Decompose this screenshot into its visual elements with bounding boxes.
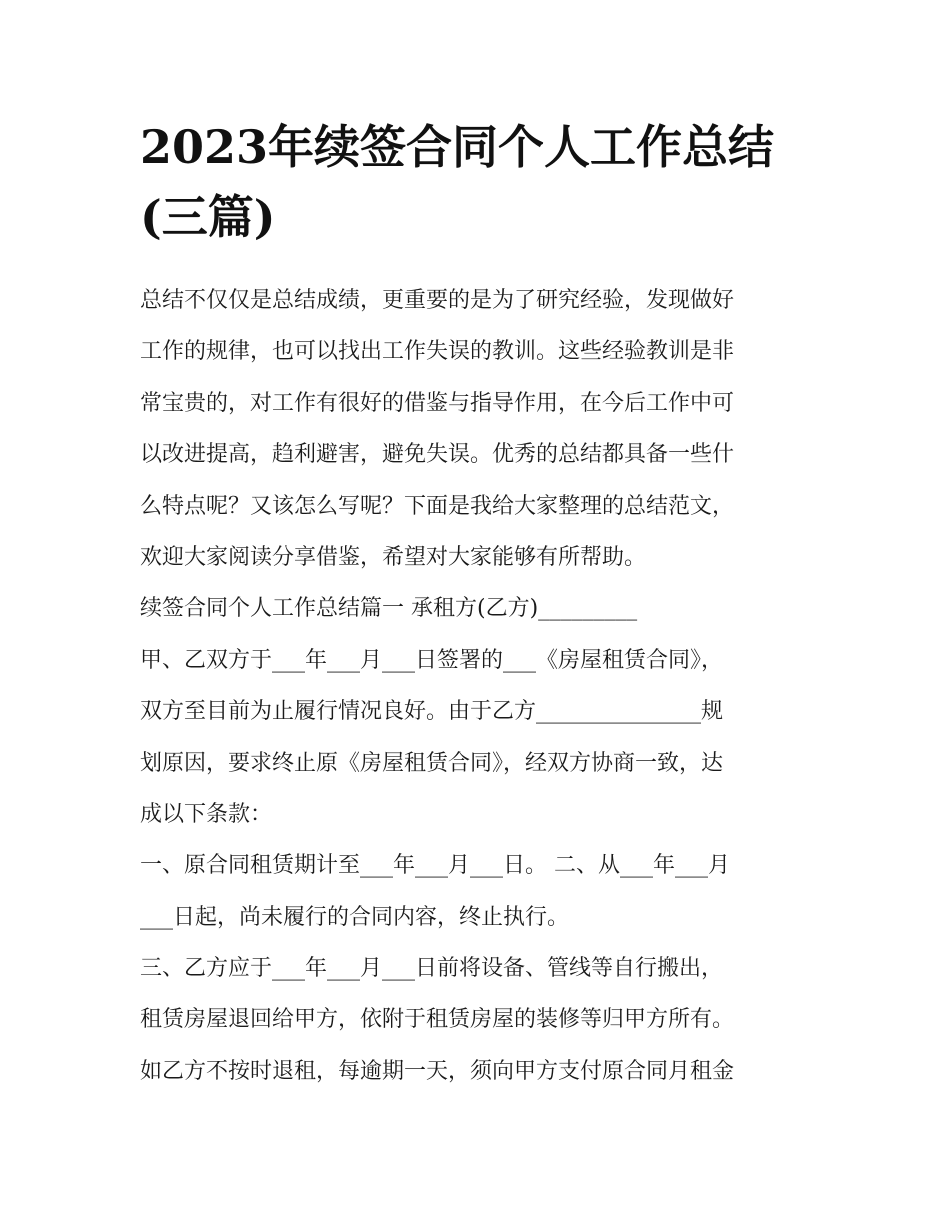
body-line: 划原因，要求终止原《房屋租赁合同》，经双方协商一致，达 <box>140 750 724 776</box>
body-line: 租赁房屋退回给甲方，依附于租赁房屋的装修等归甲方所有。 <box>140 1007 735 1033</box>
body-line: 以改进提高，趋利避害，避免失误。优秀的总结都具备一些什 <box>140 442 735 468</box>
document-title <box>140 112 840 252</box>
body-line: 常宝贵的，对工作有很好的借鉴与指导作用，在今后工作中可 <box>140 390 735 416</box>
body-line: 三、乙方应于___年___月___日前将设备、管线等自行搬出， <box>140 956 724 982</box>
body-line: 工作的规律，也可以找出工作失误的教训。这些经验教训是非 <box>140 339 735 365</box>
title-line-1: 2023年续签合同个人工作总结 <box>140 120 775 174</box>
body-line: 么特点呢？又该怎么写呢？下面是我给大家整理的总结范文， <box>140 493 735 519</box>
body-line: 总结不仅仅是总结成绩，更重要的是为了研究经验，发现做好 <box>140 288 735 313</box>
body-line: 甲、乙双方于___年___月___日签署的___《房屋租赁合同》， <box>140 647 724 673</box>
body-line: 如乙方不按时退租，每逾期一天，须向甲方支付原合同月租金 <box>140 1058 735 1084</box>
body-line: 一、原合同租赁期计至___年___月___日。 二、从___年___月 <box>140 853 730 879</box>
document-body <box>140 275 840 1097</box>
section-heading-line: 续签合同个人工作总结篇一 承租方(乙方)_________ <box>140 596 638 622</box>
body-line: 欢迎大家阅读分享借鉴，希望对大家能够有所帮助。 <box>140 544 647 570</box>
title-line-2: (三篇) <box>140 190 276 244</box>
body-line: ___日起，尚未履行的合同内容，终止执行。 <box>140 904 570 930</box>
body-line: 成以下条款： <box>140 801 273 827</box>
body-line: 双方至目前为止履行情况良好。由于乙方_______________规 <box>140 699 724 725</box>
